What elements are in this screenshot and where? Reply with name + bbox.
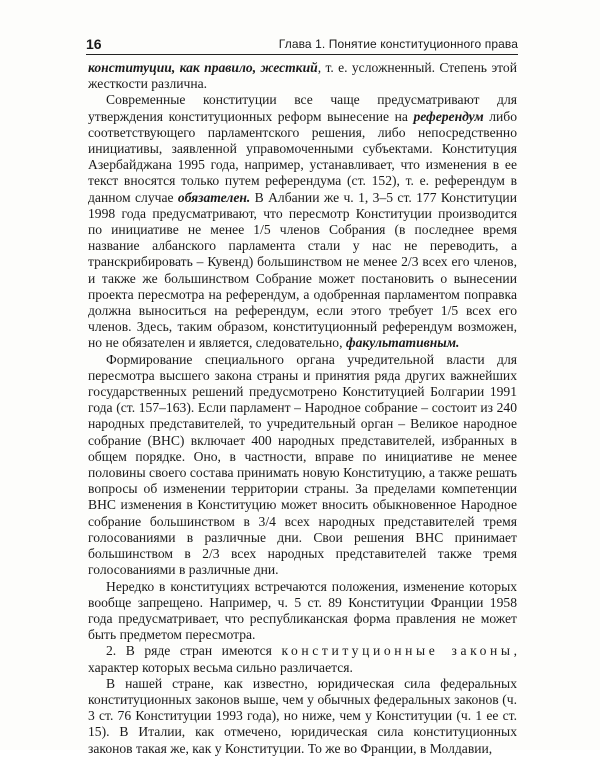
- chapter-title: Глава 1. Понятие конституционного права: [278, 37, 518, 51]
- emphasis-optional: факультативным.: [345, 335, 460, 351]
- paragraph-2-text-a: Современные конституции все чаще предусматривают для утверждения конституционных реформ вынесение на: [88, 92, 517, 124]
- paragraph-1-text: , т. е. усложненный. Степень этой жесткости различна.: [88, 60, 517, 92]
- paragraph-3: Формирование специального органа учредительной власти для пересмотра высшего закона страны и принятия ряда других важнейших государственных решений предусмотрено Конституцией Болгарии 1991 года (ст. 157–163). Если парламент – Народное собрание – состоит из 240 народных представителей, то учредительный орган – Великое народное собрание (ВНС) включает 400 народных представителей, избранных в общем порядке. Оно, в частности, вправе по инициативе не менее половины своего состава принимать новую Конституцию, а также решать вопросы об изменении территории страны. За пределами компетенции ВНС изменения в Конституцию может вносить обыкновенное Народное собрание большинством в 3/4 всех народных представителей тремя голосованиями в различные дни. Свои решения ВНС принимает большинством в 2/3 всех народных представителей также тремя голосованиями в различные дни.: [88, 351, 517, 578]
- emphasis-rigid: конституции, как правило, жесткий: [88, 60, 318, 75]
- page-number: 16: [86, 36, 102, 52]
- paragraph-1: [88, 60, 517, 92]
- spaced-term-constitutional-laws: конституционные законы: [281, 643, 514, 659]
- paragraph-5-text-a: 2. В ряде стран имеются: [106, 643, 282, 659]
- paragraph-5-text-b: , характер которых весьма сильно различается.: [88, 643, 518, 675]
- paragraph-2-text-c: В Албании же ч. 1, 3–5 ст. 177 Конституции 1998 года предусматривают, что пересмотр Конституции производится по инициативе не менее 1/5 членов Собрания (в последнее время название албанского парламента стали у нас не переводить, а транскрибировать – Кувенд) большинством не менее 2/3 всех его членов, и также же большинством Собрание может постановить о вынесении проекта пересмотра на референдум, а одобренная парламентом поправка должна выноситься на референдум, если этого требует 1/5 всех его членов. Здесь, таким образом, конституционный референдум возможен, но не обязателен и является, следовательно,: [88, 189, 517, 351]
- paragraph-2-text-b: либо соответствующего парламентского решения, либо непосредственно инициативы, заявленной управомоченными субъектами. Конституция Азербайджана 1995 года, например, устанавливает, что изменения в ее текст вносятся только путем референдума (ст. 152), т. е. референдум в данном случае: [88, 108, 518, 205]
- paragraph-6: В нашей стране, как известно, юридическая сила федеральных конституционных законов выше, чем у обычных федеральных законов (ч. 3 ст. 76 Конституции 1993 года), но ниже, чем у Конституции (ч. 1 ее ст. 15). В Италии, как отмечено, юридическая сила конституционных законов такая же, как у Конституции. То же во Франции, в Молдавии,: [88, 675, 517, 756]
- emphasis-referendum: референдум: [413, 108, 484, 124]
- emphasis-mandatory: обязателен.: [177, 189, 251, 205]
- paragraph-2: [88, 92, 517, 351]
- paragraph-4: Нередко в конституциях встречаются положения, изменение которых вообще запрещено. Например, ч. 5 ст. 89 Конституции Франции 1958 года предусматривает, что республиканская форма правления не может быть предметом пересмотра.: [88, 578, 517, 643]
- body-text: [88, 60, 517, 757]
- paragraph-5: [88, 643, 517, 675]
- running-header: [86, 36, 518, 55]
